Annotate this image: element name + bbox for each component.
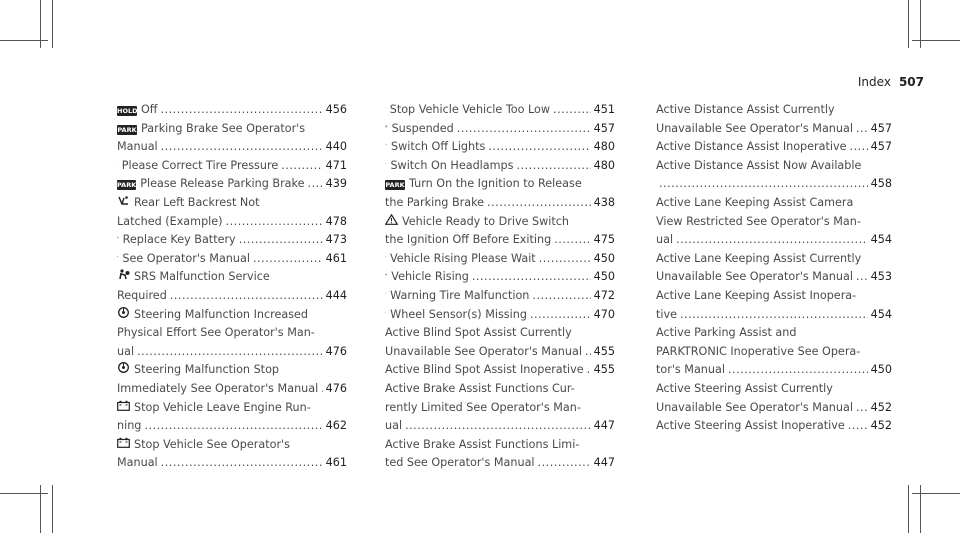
page-reference[interactable]: 457 — [593, 121, 615, 135]
index-entry-line — [656, 138, 892, 157]
index-entry-line — [385, 306, 615, 325]
entry-text: Stop Vehicle Leave Engine Run- — [134, 400, 311, 414]
page-reference[interactable]: 450 — [593, 251, 615, 265]
index-entry-line — [117, 343, 347, 362]
index-entry[interactable] — [656, 380, 892, 417]
index-entry-line — [385, 194, 615, 213]
index-entry[interactable] — [385, 361, 615, 380]
battery-icon — [117, 251, 118, 262]
entry-text: Unavailable See Operator's Manual — [656, 400, 853, 414]
dot-leader — [488, 138, 590, 157]
entry-text: Suspended — [391, 121, 454, 135]
crop-mark — [52, 0, 53, 48]
index-column-3 — [656, 101, 892, 436]
entry-text: Steering Malfunction Increased — [134, 307, 309, 321]
entry-text: Vehicle Ready to Drive Switch — [402, 214, 570, 228]
dot-leader — [585, 343, 591, 362]
page-reference[interactable]: 475 — [593, 233, 615, 247]
dot-leader — [170, 287, 323, 306]
page-reference[interactable]: 450 — [593, 270, 615, 284]
page-reference[interactable]: 478 — [325, 214, 347, 228]
page-reference[interactable]: 455 — [593, 344, 615, 358]
page-reference[interactable]: 480 — [593, 158, 615, 172]
index-entry-line — [117, 361, 347, 380]
dot-leader — [532, 287, 590, 306]
hold-box-icon: HOLD — [117, 107, 138, 115]
index-entry-line — [656, 343, 892, 362]
dot-leader — [676, 231, 868, 250]
dot-leader — [659, 175, 868, 194]
entry-text: tor's Manual — [656, 363, 725, 377]
index-entry-line — [385, 138, 615, 157]
entry-text: Rear Left Backrest Not — [134, 195, 260, 209]
page-reference[interactable]: 457 — [870, 140, 892, 154]
index-entry-line — [385, 454, 615, 473]
index-entry-line — [385, 287, 615, 306]
entry-text: rently Limited See Operator's Man- — [385, 400, 581, 414]
dot-leader — [856, 399, 868, 418]
index-entry-line — [656, 287, 892, 306]
key-battery-icon — [117, 232, 119, 243]
index-entry[interactable] — [385, 157, 615, 176]
page-reference[interactable]: 450 — [870, 363, 892, 377]
entry-text: Active Blind Spot Assist Inoperative — [385, 363, 584, 377]
entry-text: Please Release Parking Brake — [140, 177, 305, 191]
page-reference[interactable]: 451 — [593, 103, 615, 116]
index-entry-line — [117, 231, 347, 250]
index-entry-line — [385, 417, 615, 436]
index-entry-line — [117, 138, 347, 157]
page-header — [858, 75, 924, 89]
index-entry-line — [117, 101, 347, 120]
page-reference[interactable]: 457 — [870, 121, 892, 135]
index-entry-line — [117, 157, 347, 176]
index-entry-line — [117, 287, 347, 306]
index-entry-line — [117, 306, 347, 325]
park-box-icon: PARK — [117, 181, 137, 190]
entry-text: Active Distance Assist Currently — [656, 103, 835, 116]
page-reference[interactable]: 470 — [593, 307, 615, 321]
index-entry-line — [656, 380, 892, 399]
entry-text: Stop Vehicle Vehicle Too Low — [389, 103, 551, 116]
vehicle-level-icon — [385, 251, 386, 262]
index-entry-line — [117, 175, 347, 194]
steering-wheel-icon — [117, 362, 130, 373]
page-reference[interactable]: 456 — [325, 103, 347, 116]
index-entry-line — [385, 250, 615, 269]
index-entry[interactable] — [385, 324, 615, 361]
tire-pressure-icon — [117, 158, 118, 169]
dot-leader — [137, 343, 323, 362]
page-reference[interactable]: 471 — [325, 158, 347, 172]
index-entry-line — [385, 175, 615, 194]
index-entry-line — [385, 343, 615, 362]
index-entry-line — [117, 213, 347, 232]
index-column-2 — [385, 101, 615, 473]
index-entry[interactable] — [117, 268, 347, 305]
battery-icon — [117, 437, 130, 448]
park-box-icon: PARK — [117, 125, 137, 134]
dot-leader — [516, 157, 590, 176]
index-entry[interactable] — [385, 175, 615, 212]
entry-text: Active Brake Assist Functions Limi- — [385, 437, 580, 451]
dot-leader — [553, 101, 591, 120]
page-reference[interactable]: 461 — [325, 456, 347, 470]
dot-leader — [856, 120, 868, 139]
index-entry[interactable] — [656, 157, 892, 194]
index-entry-line — [385, 101, 615, 120]
index-entry[interactable] — [385, 436, 615, 473]
park-box-icon: PARK — [385, 181, 405, 190]
page-reference[interactable]: 452 — [870, 400, 892, 414]
index-entry[interactable] — [117, 194, 347, 231]
index-column-1 — [117, 101, 347, 473]
page-reference[interactable]: 454 — [870, 233, 892, 247]
page-reference[interactable]: 438 — [593, 195, 615, 209]
index-entry[interactable] — [385, 213, 615, 250]
dot-leader — [308, 175, 323, 194]
airbag-icon — [117, 269, 130, 280]
entry-text: Latched (Example) — [117, 214, 223, 228]
index-entry-line — [656, 417, 892, 436]
index-entry-line — [117, 417, 347, 436]
crop-mark — [908, 0, 909, 48]
dot-leader — [253, 250, 323, 269]
entry-text: Active Lane Keeping Assist Inopera- — [656, 288, 857, 302]
entry-text: Switch Off Lights — [390, 140, 486, 154]
entry-text: See Operator's Manual — [122, 251, 250, 265]
tire-pressure-icon — [385, 288, 386, 299]
page-reference[interactable]: 447 — [593, 456, 615, 470]
page-reference[interactable]: 472 — [593, 288, 615, 302]
entry-text: Active Brake Assist Functions Cur- — [385, 381, 575, 395]
battery-icon — [117, 400, 130, 411]
index-entry[interactable] — [117, 306, 347, 362]
crop-mark — [52, 485, 53, 533]
index-entry[interactable] — [656, 417, 892, 436]
entry-text: Active Steering Assist Inoperative — [656, 419, 845, 433]
index-entry[interactable] — [385, 101, 615, 120]
index-entry-line — [656, 250, 892, 269]
entry-text: Please Correct Tire Pressure — [121, 158, 279, 172]
tire-pressure-icon — [385, 307, 386, 318]
entry-text: tive — [656, 307, 677, 321]
dot-leader — [848, 417, 868, 436]
entry-text: Active Steering Assist Currently — [656, 381, 833, 395]
index-entry[interactable] — [117, 175, 347, 194]
entry-text: Active Lane Keeping Assist Camera — [656, 195, 854, 209]
index-entry-line — [117, 324, 347, 343]
index-entry[interactable] — [385, 380, 615, 436]
entry-text: Unavailable See Operator's Manual — [656, 270, 853, 284]
crop-mark — [0, 493, 48, 494]
vehicle-level-icon — [385, 269, 387, 280]
index-entry[interactable] — [117, 250, 347, 269]
index-entry[interactable] — [656, 287, 892, 324]
entry-text: Vehicle Rising — [391, 270, 469, 284]
page-reference[interactable]: 439 — [325, 177, 347, 191]
index-entry-line — [656, 101, 892, 120]
page-reference[interactable]: 440 — [325, 140, 347, 154]
index-entry[interactable] — [656, 324, 892, 380]
index-entry-line — [117, 194, 347, 213]
index-entry[interactable] — [385, 287, 615, 306]
steering-wheel-icon — [117, 307, 130, 318]
page-reference[interactable]: 462 — [325, 419, 347, 433]
index-entry[interactable] — [656, 101, 892, 138]
entry-text: Off — [141, 103, 158, 116]
page-reference[interactable]: 452 — [870, 419, 892, 433]
index-entry[interactable] — [656, 138, 892, 157]
page-reference[interactable]: 476 — [325, 344, 347, 358]
index-entry-line — [656, 399, 892, 418]
entry-text: ual — [656, 233, 674, 247]
entry-text: Required — [117, 288, 167, 302]
entry-text: Immediately See Operator's Manual — [117, 381, 319, 395]
entry-text: the Parking Brake — [385, 195, 485, 209]
entry-text: Unavailable See Operator's Manual — [656, 121, 853, 135]
index-entry-line — [656, 361, 892, 380]
warning-triangle-icon — [385, 214, 398, 225]
crop-mark — [0, 40, 48, 41]
entry-text: Physical Effort See Operator's Man- — [117, 326, 315, 340]
entry-text: Active Distance Assist Now Available — [656, 158, 862, 172]
index-entry-line — [385, 399, 615, 418]
dot-leader — [728, 361, 868, 380]
entry-text: Switch On Headlamps — [390, 158, 514, 172]
index-entry[interactable] — [656, 250, 892, 287]
dot-leader — [226, 213, 323, 232]
dot-leader — [281, 157, 322, 176]
dot-leader — [161, 101, 323, 120]
entry-text: Steering Malfunction Stop — [134, 363, 280, 377]
dot-leader — [587, 361, 591, 380]
index-entry-line — [385, 380, 615, 399]
index-entry-line — [656, 175, 892, 194]
index-entry-line — [656, 306, 892, 325]
page-reference[interactable]: 455 — [593, 363, 615, 377]
index-entry[interactable] — [117, 399, 347, 436]
dot-leader — [161, 454, 323, 473]
entry-text: Vehicle Rising Please Wait — [390, 251, 536, 265]
entry-text: Unavailable See Operator's Manual — [385, 344, 582, 358]
index-entry-line — [117, 268, 347, 287]
entry-text: Manual — [117, 456, 158, 470]
index-entry-line — [656, 213, 892, 232]
dot-leader — [680, 306, 868, 325]
suspension-icon — [385, 121, 388, 132]
entry-text: ual — [117, 344, 135, 358]
index-entry[interactable] — [117, 101, 347, 120]
dot-leader — [161, 138, 323, 157]
entry-text: ning — [117, 419, 142, 433]
page-reference[interactable]: 454 — [870, 307, 892, 321]
entry-text: View Restricted See Operator's Man- — [656, 214, 861, 228]
index-entry-line — [117, 454, 347, 473]
index-entry-line — [656, 231, 892, 250]
dot-leader — [239, 231, 323, 250]
page-reference[interactable]: 461 — [325, 251, 347, 265]
dot-leader — [539, 250, 591, 269]
index-entry-line — [656, 157, 892, 176]
index-entry-line — [656, 324, 892, 343]
dot-leader — [554, 231, 590, 250]
index-entry-line — [656, 120, 892, 139]
entry-text: Active Blind Spot Assist Currently — [385, 326, 572, 340]
index-entry[interactable] — [117, 120, 347, 157]
entry-text: SRS Malfunction Service — [134, 270, 270, 284]
index-entry[interactable] — [385, 120, 615, 139]
header-title: Index — [857, 75, 891, 89]
index-entry-line — [656, 194, 892, 213]
index-entry[interactable] — [656, 194, 892, 250]
index-entry-line — [385, 120, 615, 139]
dot-leader — [144, 417, 322, 436]
index-entry-line — [117, 399, 347, 418]
dot-leader — [530, 306, 591, 325]
index-entry[interactable] — [385, 268, 615, 287]
entry-text: Warning Tire Malfunction — [390, 288, 530, 302]
dot-leader — [472, 268, 591, 287]
light-icon — [385, 139, 387, 150]
dot-leader — [405, 417, 591, 436]
index-entry-line — [385, 361, 615, 380]
entry-text: Parking Brake See Operator's — [141, 121, 306, 135]
page-reference[interactable]: 453 — [870, 270, 892, 284]
index-entry[interactable] — [117, 361, 347, 398]
index-entry-line — [385, 324, 615, 343]
page-reference[interactable]: 473 — [325, 233, 347, 247]
crop-mark — [912, 40, 960, 41]
index-entry-line — [117, 436, 347, 455]
index-entry-line — [385, 268, 615, 287]
page-number: 507 — [898, 75, 924, 89]
page-reference[interactable]: 447 — [593, 419, 615, 433]
dot-leader — [457, 120, 591, 139]
entry-text: the Ignition Off Before Exiting — [385, 233, 552, 247]
entry-text: Active Distance Assist Inoperative — [656, 140, 847, 154]
index-entry-line — [385, 231, 615, 250]
entry-text: Manual — [117, 140, 158, 154]
entry-text: Active Parking Assist and — [656, 326, 797, 340]
entry-text: Active Lane Keeping Assist Currently — [656, 251, 862, 265]
index-entry[interactable] — [385, 138, 615, 157]
dot-leader — [321, 380, 322, 399]
index-entry-line — [656, 268, 892, 287]
page-reference[interactable]: 444 — [325, 288, 347, 302]
dot-leader — [850, 138, 868, 157]
index-entry[interactable] — [385, 250, 615, 269]
index-entry-line — [385, 157, 615, 176]
entry-text: Turn On the Ignition to Release — [409, 177, 582, 191]
dot-leader — [538, 454, 591, 473]
index-entry-line — [117, 380, 347, 399]
dot-leader — [487, 194, 591, 213]
vehicle-level-icon — [385, 102, 386, 113]
index-entry-line — [117, 250, 347, 269]
page-reference[interactable]: 480 — [593, 140, 615, 154]
index-entry-line — [117, 120, 347, 139]
index-entry[interactable] — [117, 436, 347, 473]
page-reference[interactable]: 476 — [325, 381, 347, 395]
page-reference[interactable]: 458 — [870, 177, 892, 191]
index-entry[interactable] — [385, 306, 615, 325]
entry-text: ual — [385, 419, 403, 433]
crop-mark — [908, 485, 909, 533]
entry-text: Replace Key Battery — [122, 233, 236, 247]
seat-backrest-icon — [117, 195, 130, 206]
index-entry-line — [385, 213, 615, 232]
index-entry[interactable] — [117, 231, 347, 250]
light-icon — [385, 158, 386, 169]
entry-text: Wheel Sensor(s) Missing — [390, 307, 527, 321]
crop-mark — [912, 493, 960, 494]
dot-leader — [856, 268, 868, 287]
index-entry[interactable] — [117, 157, 347, 176]
entry-text: Stop Vehicle See Operator's — [134, 437, 290, 451]
entry-text: PARKTRONIC Inoperative See Opera- — [656, 344, 861, 358]
index-entry-line — [385, 436, 615, 455]
entry-text: ted See Operator's Manual — [385, 456, 535, 470]
